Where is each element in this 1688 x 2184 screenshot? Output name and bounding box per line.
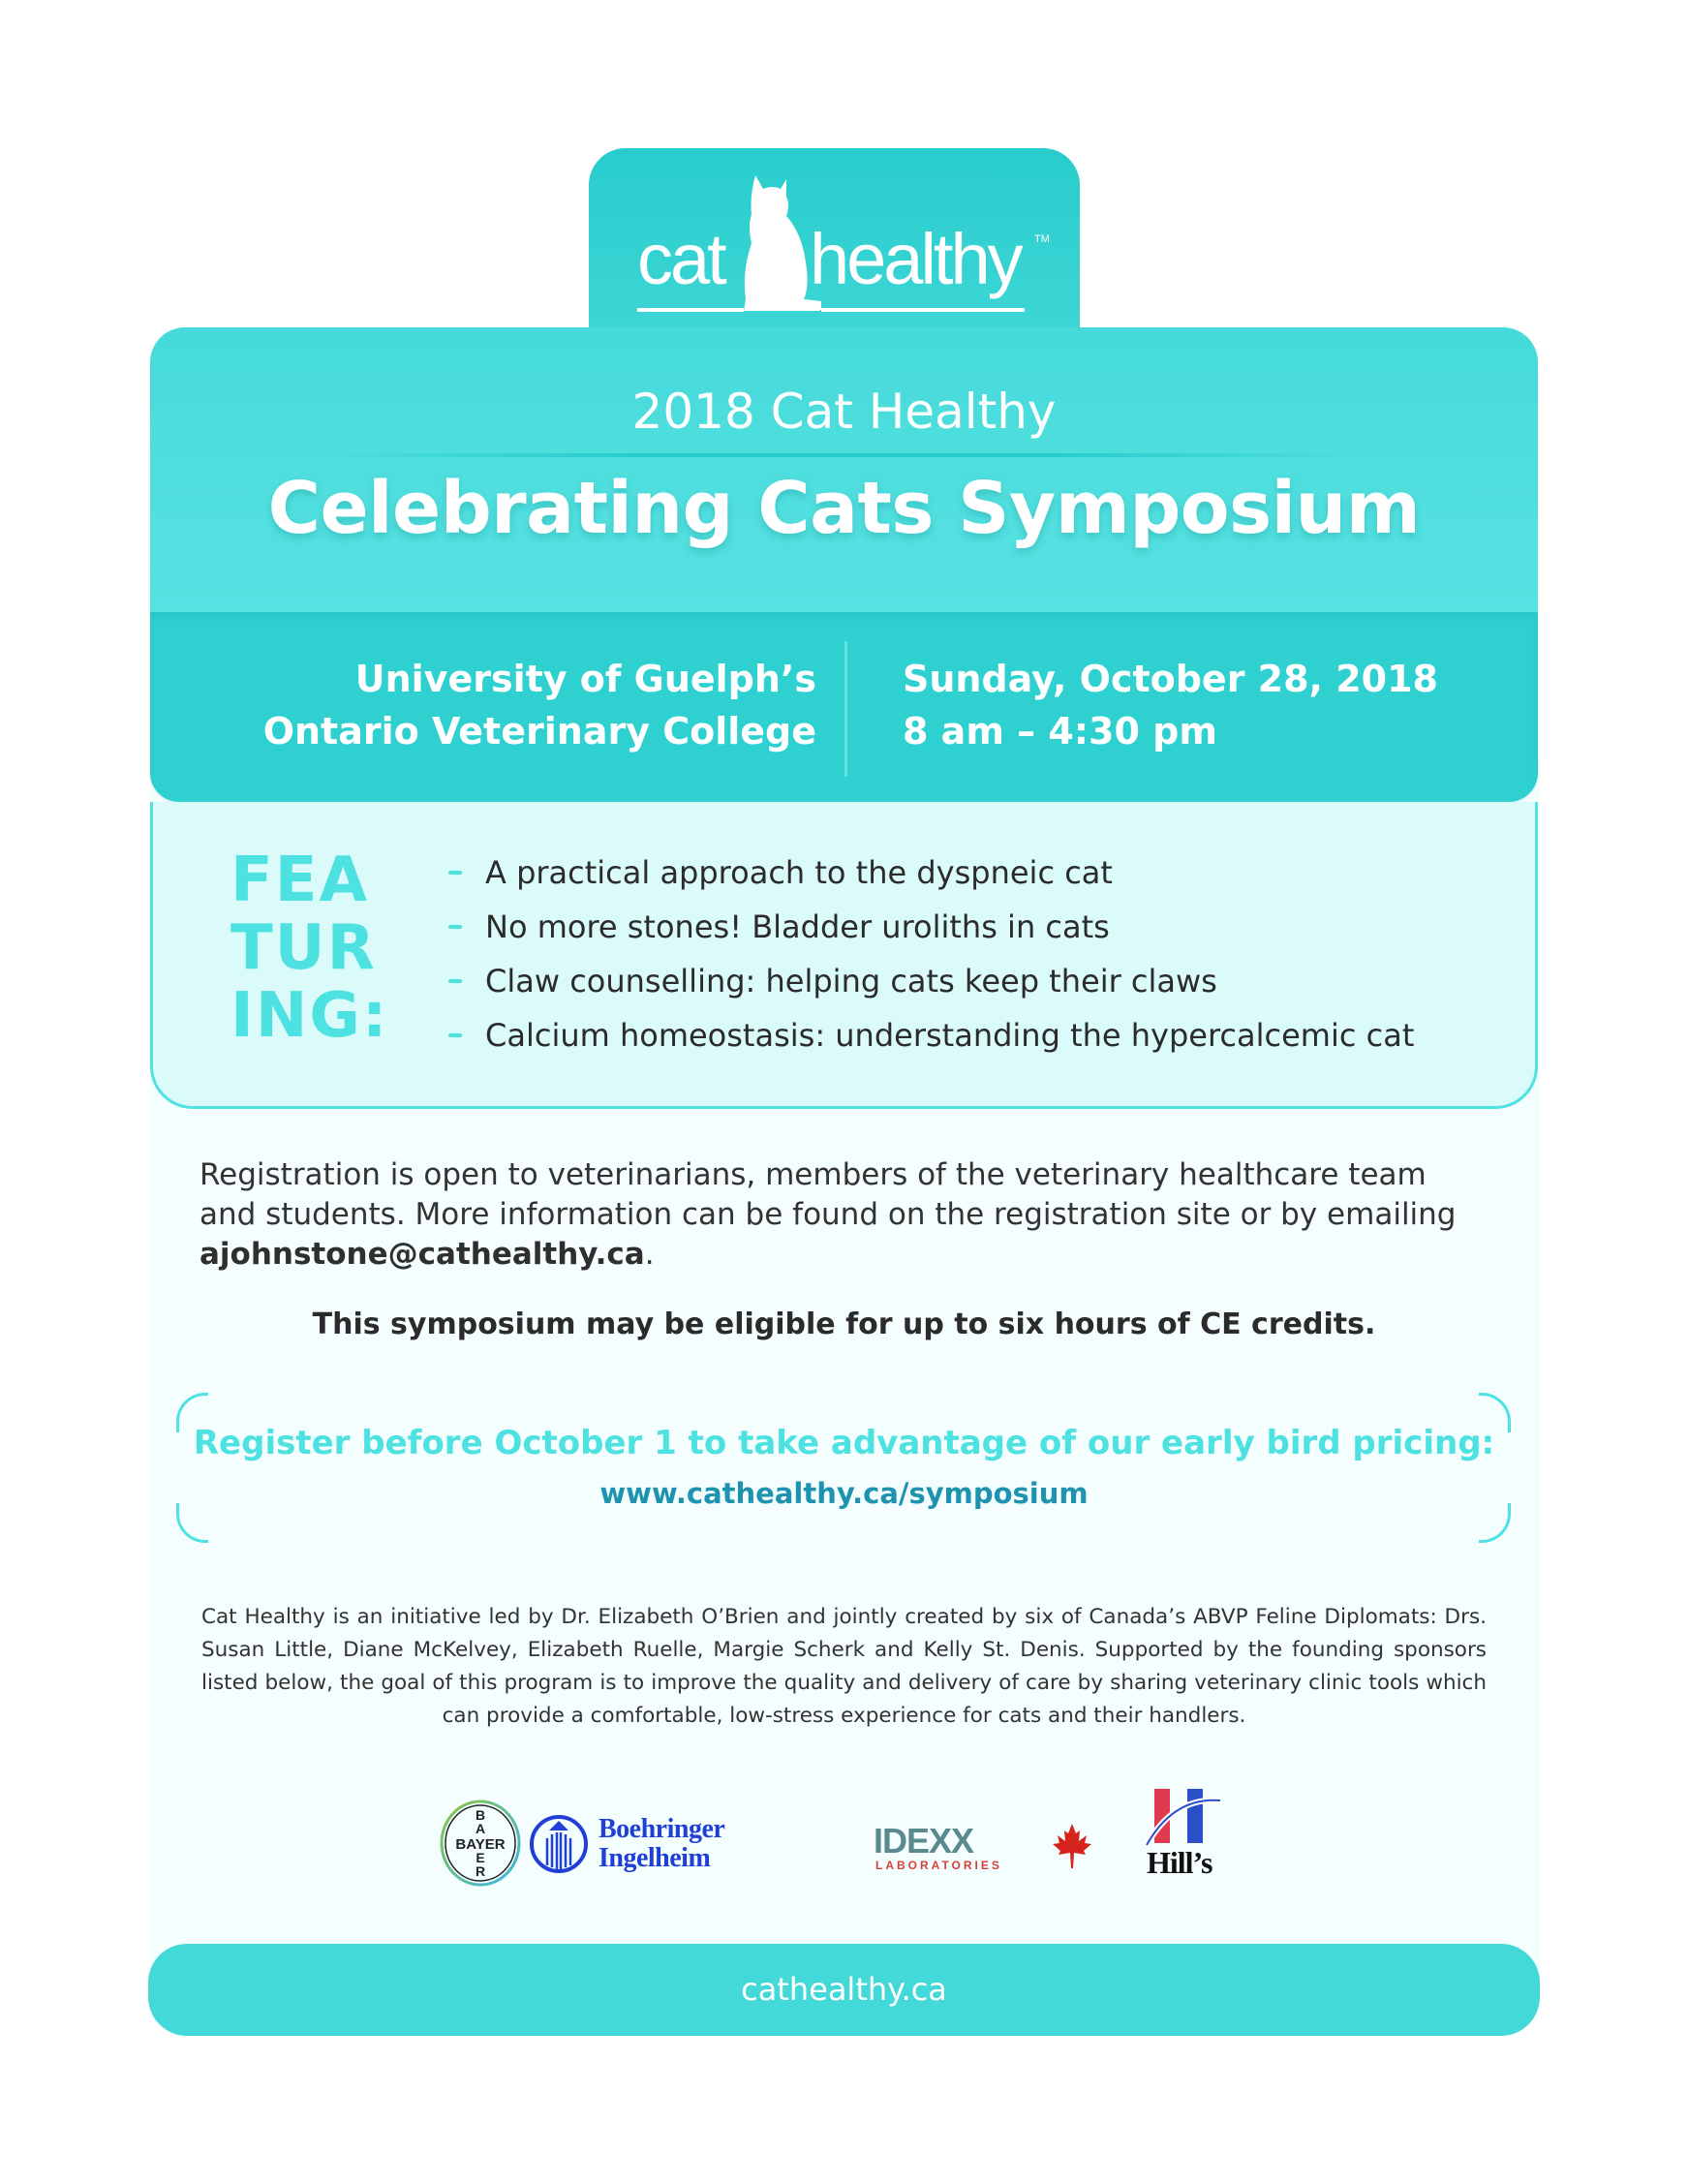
venue-band (150, 612, 1538, 802)
list-item (448, 1008, 1414, 1062)
maple-leaf-icon (1053, 1824, 1091, 1868)
boehringer-building-icon (528, 1813, 590, 1875)
boehringer-wordmark (598, 1815, 724, 1873)
logo-word-healthy: healthy (810, 219, 1021, 299)
dash-bullet-icon (448, 1033, 462, 1037)
registration-text: Registration is open to veterinarians, members of the veterinary healthcare team and students. More information can be found on the registration site or by emailing (199, 1157, 1457, 1232)
boehringer-line-2: Ingelheim (598, 1843, 711, 1873)
list-item-text: Calcium homeostasis: understanding the hypercalcemic cat (485, 1017, 1415, 1054)
featuring-label-line: TUR (230, 912, 377, 984)
idexx-wordmark: IDEXX (874, 1821, 974, 1861)
header-divider (329, 453, 1356, 457)
bayer-cross-icon (438, 1799, 523, 1888)
logo-underline-left (637, 308, 744, 312)
location-line-1: University of Guelph’s (354, 658, 816, 700)
dash-bullet-icon (448, 979, 462, 983)
svg-text:BAYER: BAYER (455, 1836, 506, 1853)
logo-word-cat: cat (637, 219, 724, 299)
idexx-laboratories-text: LABORATORIES (875, 1859, 1002, 1872)
svg-text:R: R (475, 1863, 486, 1879)
idexx-logo (874, 1821, 1096, 1882)
logo-tab (589, 148, 1080, 342)
event-subtitle: 2018 Cat Healthy (631, 384, 1057, 440)
event-title: Celebrating Cats Symposium (267, 467, 1421, 550)
ce-credits-note: This symposium may be eligible for up to six hours of CE credits. (312, 1307, 1376, 1341)
venue-location (263, 653, 816, 757)
boehringer-ingelheim-logo (528, 1811, 736, 1877)
footer-bar (148, 1944, 1540, 2036)
early-bird-headline: Register before October 1 to take advantage of our early bird pricing: (193, 1424, 1495, 1462)
venue-datetime (903, 653, 1438, 757)
symposium-url-link[interactable]: www.cathealthy.ca/symposium (599, 1477, 1089, 1510)
featuring-card (150, 802, 1538, 1109)
list-item-text: A practical approach to the dyspneic cat (485, 854, 1113, 891)
hills-emblem-icon (1145, 1787, 1222, 1847)
list-item (448, 846, 1414, 900)
hills-wordmark: Hill’s (1147, 1845, 1212, 1880)
logo-underline-right (821, 308, 1025, 312)
bayer-logo (438, 1799, 523, 1888)
featuring-list (448, 846, 1414, 1062)
svg-text:A: A (475, 1821, 486, 1836)
featuring-label-line: FEA (230, 845, 369, 916)
footer-website-link[interactable]: cathealthy.ca (741, 1971, 947, 2008)
hills-logo (1145, 1787, 1222, 1884)
registration-paragraph (199, 1155, 1488, 1275)
svg-text:E: E (476, 1850, 485, 1865)
svg-text:B: B (475, 1807, 486, 1823)
list-item-text: No more stones! Bladder uroliths in cats (485, 908, 1110, 945)
boehringer-line-1: Boehringer (598, 1814, 725, 1844)
venue-divider (844, 641, 847, 777)
list-item (448, 954, 1414, 1008)
list-item-text: Claw counselling: helping cats keep their claws (485, 963, 1217, 1000)
trademark-symbol: TM (1034, 233, 1050, 245)
header-card (150, 327, 1538, 802)
featuring-label-line: ING: (230, 980, 389, 1052)
featuring-label (230, 846, 389, 1050)
event-date: Sunday, October 28, 2018 (903, 658, 1438, 700)
about-paragraph: Cat Healthy is an initiative led by Dr. Elizabeth O’Brien and jointly created by six of Canada’s ABVP Feline Diplomats: Drs. Susan Little, Diane McKelvey, Elizabeth Ruelle, Margie Scherk and Kelly St. Denis. Supported by the founding sponsors listed below, the goal of this program is to improve the quality and delivery of care by sharing veterinary clinic tools which can provide a comfortable, low-stress experience for cats and their handlers. (201, 1605, 1487, 1728)
dash-bullet-icon (448, 871, 462, 875)
cat-healthy-logo[interactable] (589, 177, 1080, 303)
event-time: 8 am – 4:30 pm (903, 710, 1217, 753)
list-item (448, 900, 1414, 954)
registration-period: . (644, 1237, 655, 1272)
contact-email-link[interactable]: ajohnstone@cathealthy.ca (199, 1237, 645, 1272)
location-line-2: Ontario Veterinary College (262, 710, 816, 753)
dash-bullet-icon (448, 925, 462, 929)
sponsor-logos (416, 1787, 1269, 1893)
